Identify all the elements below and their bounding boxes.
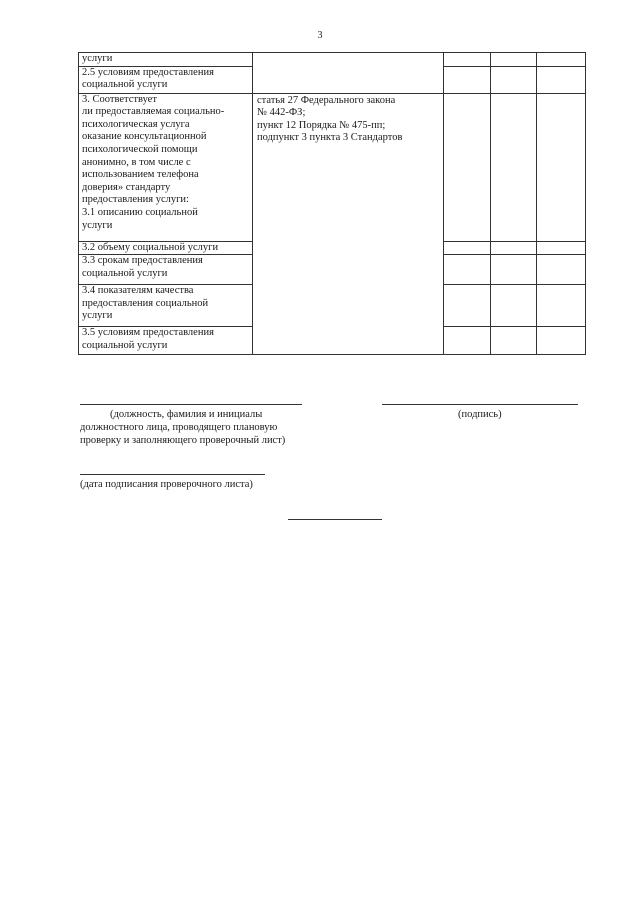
answer-yes-cell [444, 53, 491, 67]
requirement-cell: 3.4 показателям качества предоставления социальной услуги [79, 285, 253, 327]
requirement-cell: услуги [79, 53, 253, 67]
answer-yes-cell [444, 93, 491, 241]
table-row [79, 93, 586, 241]
reference-cell [253, 53, 444, 94]
answer-no-cell [491, 66, 537, 93]
signature-caption: (подпись) [458, 409, 502, 420]
requirement-cell: 3. Соответствует ли предоставляемая социально- психологическая услуга оказание консультационной психологической помощи анонимно, в том числе с использованием телефона доверия» стандарту предоставления услуги: 3.1 описанию социальной услуги [79, 93, 253, 241]
checklist-table [78, 52, 586, 355]
requirement-cell: 3.3 срокам предоставления социальной услуги [79, 255, 253, 285]
answer-yes-cell [444, 285, 491, 327]
date-line [80, 474, 265, 475]
answer-no-cell [491, 255, 537, 285]
answer-no-cell [491, 241, 537, 255]
official-signature-line [80, 404, 302, 405]
answer-na-cell [537, 53, 586, 67]
answer-no-cell [491, 93, 537, 241]
requirement-cell: 2.5 условиям предоставления социальной услуги [79, 66, 253, 93]
page-number: 3 [317, 30, 323, 41]
answer-na-cell [537, 66, 586, 93]
official-caption: (должность, фамилия и инициалы должностного лица, проводящего плановую проверку и заполняющего проверочный лист) [80, 409, 286, 446]
table-row [79, 53, 586, 67]
requirement-cell: 3.2 объему социальной услуги [79, 241, 253, 255]
answer-no-cell [491, 327, 537, 355]
signature-line [382, 404, 578, 405]
answer-na-cell [537, 93, 586, 241]
date-caption: (дата подписания проверочного листа) [80, 479, 253, 490]
reference-cell: статья 27 Федерального закона № 442-ФЗ; пункт 12 Порядка № 475-пп; подпункт 3 пункта 3 Стандартов [253, 93, 444, 355]
answer-no-cell [491, 53, 537, 67]
answer-yes-cell [444, 241, 491, 255]
answer-no-cell [491, 285, 537, 327]
end-of-document-line [288, 519, 382, 520]
answer-na-cell [537, 255, 586, 285]
answer-na-cell [537, 327, 586, 355]
answer-yes-cell [444, 327, 491, 355]
answer-na-cell [537, 285, 586, 327]
answer-yes-cell [444, 255, 491, 285]
answer-yes-cell [444, 66, 491, 93]
answer-na-cell [537, 241, 586, 255]
requirement-cell: 3.5 условиям предоставления социальной услуги [79, 327, 253, 355]
